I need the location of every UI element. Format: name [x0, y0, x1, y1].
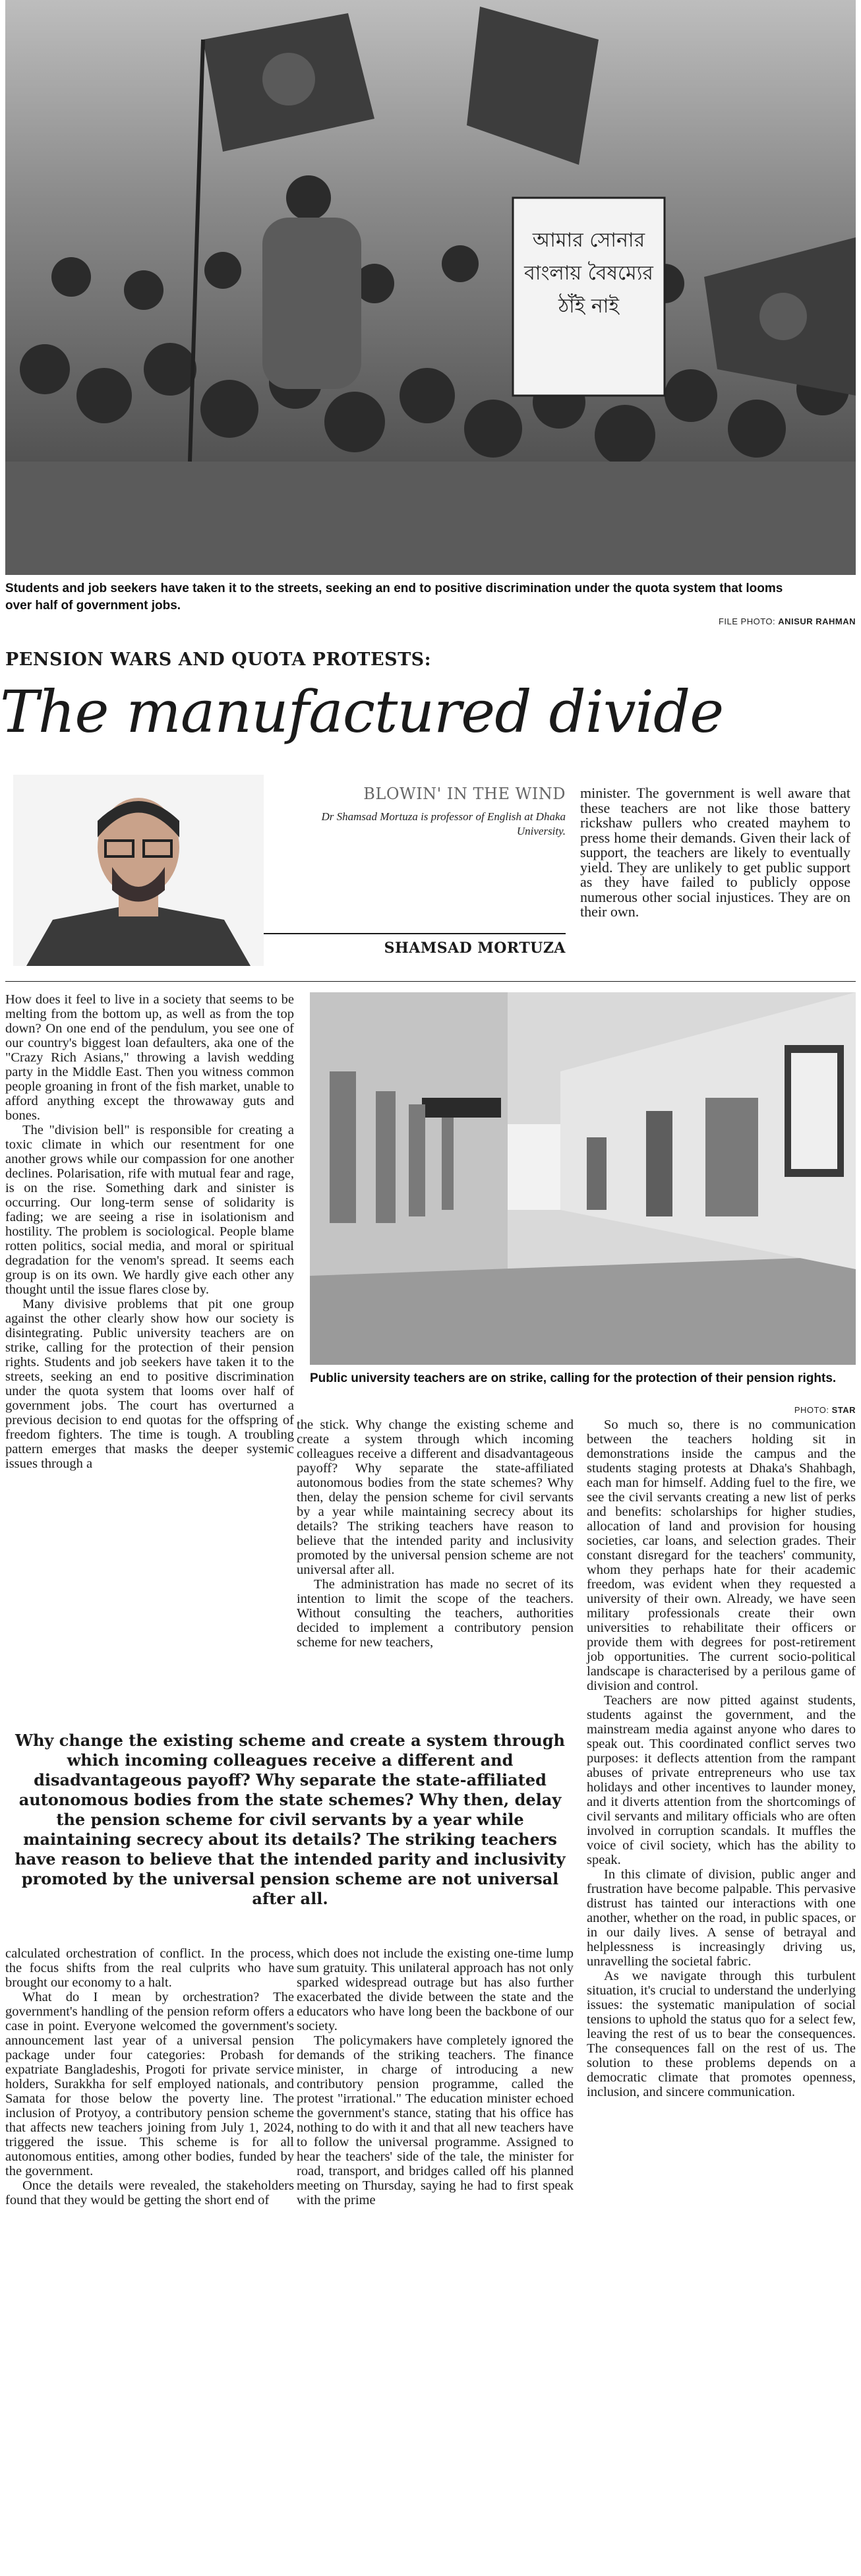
col3-para-3: In this climate of division, public anger and frustration have become palpable. This pervasive distrust has tainted our interactions with one another, whether on the road, in public spaces, or in our daily lives. A sense of betrayal and helplessness is increasingly driving us, unravelling the societal fabric. — [587, 1867, 856, 1969]
credit-prefix: FILE PHOTO: — [718, 616, 776, 626]
bottom-col1-para-1: calculated orchestration of conflict. In the process, the focus shifts from the real culprits who have brought our economy to a halt. — [5, 1946, 294, 1990]
credit-name: ANISUR RAHMAN — [778, 616, 856, 626]
bottom-column-2 — [297, 1946, 574, 2207]
column-1 — [5, 992, 294, 1471]
bottom-col1-para-3: Once the details were revealed, the stakeholders found that they would be getting the short end of — [5, 2178, 294, 2207]
intro-right-text: minister. The government is well aware that these teachers are not like those battery rickshaw pullers who created mayhem to press home their demands. Given their lack of support, the teachers are likely to eventually yield. They are unlikely to get public support as they have failed to publicly oppose numerous other social injustices. They are on their own. — [580, 785, 850, 920]
author-bio: Dr Shamsad Mortuza is professor of English at Dhaka University. — [321, 810, 566, 837]
author-portrait-illustration — [13, 775, 264, 966]
byline-rule — [264, 933, 566, 934]
bottom-column-1 — [5, 1946, 294, 2207]
placard-text: আমার সোনার বাংলায় বৈষম্যের ঠাঁই নাই — [524, 229, 653, 318]
col2-para-2: The administration has made no secret of its intention to limit the scope of the teachers. Without consulting the teachers, authorities decided to implement a contributory pension scheme for new teachers, — [297, 1577, 574, 1650]
pull-quote: Why change the existing scheme and create a system through which incoming colleagues receive a different and disadvantageous payoff? Why separate the state-affiliated autonomous bodies from the state schemes? Why then, delay the pension scheme for civil servants by a year while maintaining secrecy about its details? The striking teachers have reason to believe that the intended parity and inclusivity promoted by the universal pension scheme are not universal after all. — [15, 1731, 566, 1908]
top-photo-illustration — [5, 0, 856, 575]
col3-para-1: So much so, there is no communication between the teachers holding sit in demonstrations inside the campus and the students staging protests at Dhaka's Shahbagh, each man for himself. Adding fuel to the fire, we see the civil servants creating a new list of perks and benefits: scholarships for higher studies, allocation of land and provision for housing societies, car loans, and selection grades. Their constant disregard for the teachers' community, whom they perhaps hate for their academic freedom, was evident when they requested a university of their own. Already, we have seen military professionals create their own universities to rehabilitate their officers or provide them with degrees for post-retirement job opportunities. The current socio-political landscape is characterised by a perilous game of division and control. — [587, 1418, 856, 1693]
col3-para-4: As we navigate through this turbulent situation, it's crucial to understand the underlying issues: the systematic manipulation of social tensions to uphold the status quo for a select few, leaving the rest of us to bear the consequences. The consequences fall on the rest of us. The solution to these problems depends on a democratic climate that promotes openness, inclusion, and sincere communication. — [587, 1969, 856, 2099]
author-name: SHAMSAD MORTUZA — [384, 940, 566, 957]
author-portrait — [13, 775, 264, 966]
col3-para-2: Teachers are now pitted against students, students against the government, and the mainstream media against anyone who dares to speak out. This coordinated conflict serves two purposes: it deflects attention from the rampant abuses of private entrepreneurs who use tax holidays and other incentives to launder money, and it diverts attention from the shortcomings of civil servants and military officials who are often involved in corruption scandals. It muffles the voice of civil society, which has the ability to speak. — [587, 1693, 856, 1867]
bottom-col2-para-2: The policymakers have completely ignored the demands of the striking teachers. The finance minister, in charge of introducing a new contributory pension programme, called the protest "irrational." The education minister echoed the government's stance, stating that his office has nothing to do with it and that all new teachers have to follow the universal programme. Assigned to hear the teachers' side of the tale, the minister for road, transport, and bridges called off his planned meeting on Thursday, saying he had to first speak with the prime — [297, 2033, 574, 2207]
bottom-col1-para-2: What do I mean by orchestration? The government's handling of the pension reform offers a case in point. Everyone welcomed the government's announcement last year of a universal pension package under four categories: Probash for expatriate Bangladeshis, Progoti for private service holders, Surakkha for self employed nationals, and Samata for those below the poverty line. The inclusion of Protyoy, a contributory pension scheme that affects new teachers joining from July 1, 2024, triggered the issue. This scheme is for all autonomous entities, among other bodies, funded by the government. — [5, 1990, 294, 2178]
column-2 — [297, 1418, 574, 1650]
col1-para-1: How does it feel to live in a society that seems to be melting from the bottom up, as well as from the top down? On one end of the pendulum, you see one of our country's biggest loan defaulters, aka one of the "Crazy Rich Asians," throwing a lavish wedding party in the Middle East. Then you witness common people groaning in front of the fish market, unable to afford anything except the throwaway guts and bones. — [5, 992, 294, 1123]
mid-photo-illustration — [310, 992, 856, 1365]
mid-credit-prefix: PHOTO: — [794, 1405, 829, 1415]
mid-photo-caption: Public university teachers are on strike, calling for the protection of their pension rights. — [310, 1371, 837, 1385]
mid-credit-name: STAR — [831, 1405, 856, 1415]
bottom-col2-para-1: which does not include the existing one-time lump sum gratuity. This unilateral approach has not only sparked widespread outrage but has also further exacerbated the divide between the state and the educators who have long been the backbone of our society. — [297, 1946, 574, 2033]
top-photo-caption: Students and job seekers have taken it to the streets, seeking an end to positive discrimination under the quota system that looms over half of government jobs. — [5, 582, 783, 613]
page-title: The manufactured divide — [0, 678, 724, 746]
column-name: BLOWIN' IN THE WIND — [363, 785, 566, 803]
kicker: PENSION WARS AND QUOTA PROTESTS: — [5, 649, 432, 670]
mid-photo-credit — [659, 1405, 856, 1415]
top-photo — [5, 0, 856, 575]
col1-para-3: Many divisive problems that pit one group against the other clearly show how our society is disintegrating. Public university teachers are on strike, calling for the protection of their pension rights. Students and job seekers have taken it to the streets, seeking an end to positive discrimination under the quota system that looms over half of government jobs. The court has overturned a previous decision to end quotas for the offspring of freedom fighters. The time is tough. A troubling pattern emerges that masks the deeper systemic issues through a — [5, 1297, 294, 1471]
col1-para-2: The "division bell" is responsible for creating a toxic climate in which our resentment for one another grows while our compassion for one another declines. Polarisation, rife with mutual fear and rage, is on the rise. Something dark and sinister is occurring. Our long-term sense of solidarity is fading; we are seeing a rise in isolationism and hostility. The problem is sociological. People blame rotten politics, social media, and moral or spiritual degradation for the venom's spread. It seems each group is on its own. We hardly give each other any thought until the issue flares close by. — [5, 1123, 294, 1297]
mid-photo — [310, 992, 856, 1365]
section-rule — [5, 981, 856, 982]
top-photo-credit — [593, 616, 856, 626]
column-3 — [587, 1418, 856, 2099]
col2-para-1: the stick. Why change the existing scheme and create a system through which incoming colleagues receive a different and disadvantageous payoff? Why separate the state-affiliated autonomous bodies from the state schemes? Why then, delay the pension scheme for civil servants by a year while maintaining secrecy about its details? The striking teachers have reason to believe that the intended parity and inclusivity promoted by the universal pension scheme are not universal after all. — [297, 1418, 574, 1577]
